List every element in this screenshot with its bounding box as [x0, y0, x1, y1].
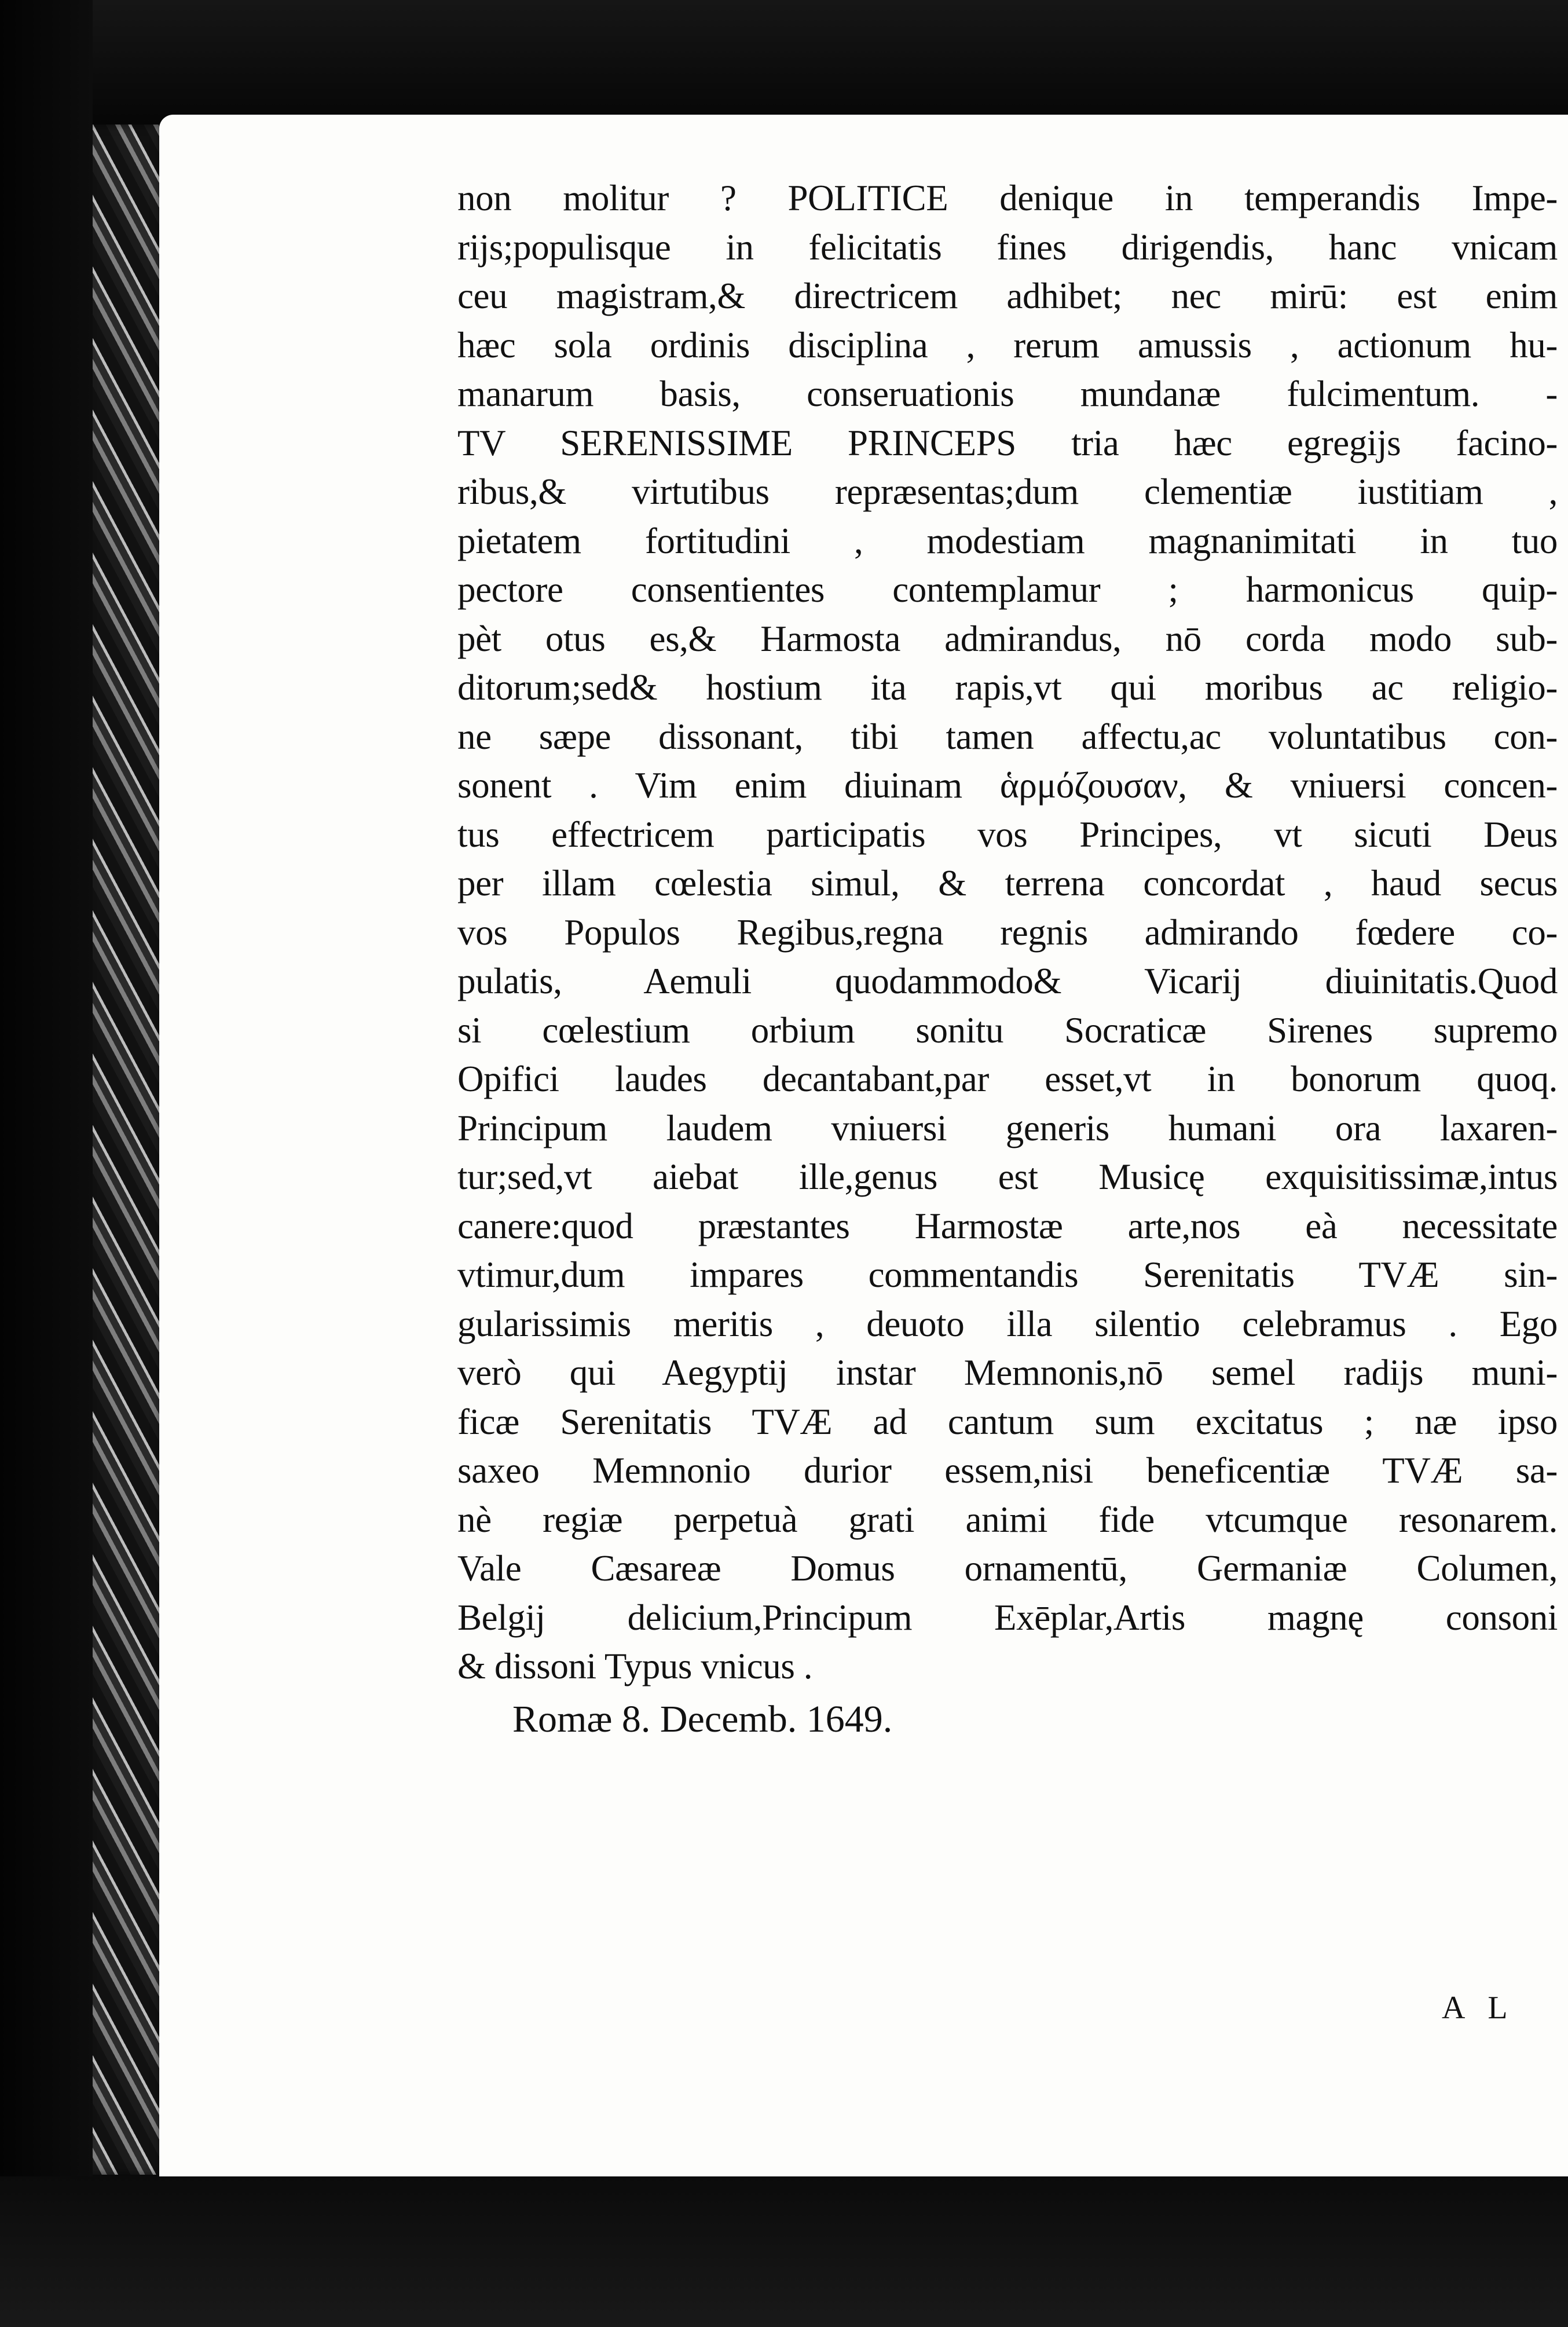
text-line: ditorum;sed& hostium ita rapis,vt qui moribus ac religio-: [457, 667, 1558, 708]
text-line: pietatem fortitudini , modestiam magnanimitati in tuo: [457, 520, 1558, 561]
text-line: pulatis, Aemuli quodammodo& Vicarij diuinitatis.Quod: [457, 961, 1558, 1001]
text-line: ribus,& virtutibus repræsentas;dum clementiæ iustitiam ,: [457, 471, 1558, 512]
text-line: Opifici laudes decantabant,par esset,vt in bonorum quoq.: [457, 1059, 1558, 1099]
text-line: tus effectricem participatis vos Principes, vt sicuti Deus: [457, 814, 1558, 855]
marbled-book-edge: [93, 125, 168, 2175]
text-line: pectore consentientes contemplamur ; harmonicus quip-: [457, 569, 1558, 610]
text-line: rijs;populisque in felicitatis fines dirigendis, hanc vnicam: [457, 226, 1558, 268]
text-line: tur;sed,vt aiebat ille,genus est Musicę exquisitissimæ,intus: [457, 1157, 1558, 1197]
text-line: canere:quod præstantes Harmostæ arte,nos eà necessitate: [457, 1205, 1558, 1246]
text-line: nè regiæ perpetuà grati animi fide vtcumque resonarem.: [457, 1499, 1558, 1540]
text-line: vos Populos Regibus,regna regnis admirando fœdere co-: [457, 912, 1558, 953]
text-line: pèt otus es,& Harmosta admirandus, nō corda modo sub-: [457, 618, 1558, 659]
text-line: TV SERENISSIME PRINCEPS tria hæc egregijs facino-: [457, 422, 1558, 463]
text-line: gularissimis meritis , deuoto illa silentio celebramus . Ego: [457, 1303, 1558, 1344]
page-text: [457, 174, 1558, 1746]
text-line: sonent . Vim enim diuinam ἁρμόζουσαν, & vniuersi concen-: [457, 765, 1558, 806]
text-line: Vale Cæsareæ Domus ornamentū, Germaniæ Columen,: [457, 1548, 1558, 1589]
text-line: si cœlestium orbium sonitu Socraticæ Sirenes supremo: [457, 1009, 1558, 1051]
text-line: ficæ Serenitatis TVÆ ad cantum sum excitatus ; næ ipso: [457, 1401, 1558, 1442]
text-line: saxeo Memnonio durior essem,nisi beneficentiæ TVÆ sa-: [457, 1450, 1558, 1491]
text-line: per illam cœlestia simul, & terrena concordat , haud secus: [457, 863, 1558, 903]
scan-background-top: [0, 0, 1568, 133]
catchword: A L: [1442, 1990, 1516, 2026]
text-line: ceu magistram,& directricem adhibet; nec mirū: est enim: [457, 276, 1558, 316]
text-line: hæc sola ordinis disciplina , rerum amussis , actionum hu-: [457, 324, 1558, 365]
text-line: non molitur ? POLITICE denique in temperandis Impe-: [457, 178, 1558, 218]
text-line: verò qui Aegyptij instar Memnonis,nō semel radijs muni-: [457, 1352, 1558, 1393]
text-line: vtimur,dum impares commentandis Serenitatis TVÆ sin-: [457, 1254, 1558, 1295]
text-line: & dissoni Typus vnicus .: [457, 1646, 813, 1686]
text-line: ne sæpe dissonant, tibi tamen affectu,ac voluntatibus con-: [457, 716, 1558, 757]
dateline: Romæ 8. Decemb. 1649.: [512, 1697, 893, 1740]
scan-background-bottom: [0, 2176, 1568, 2327]
text-line: Belgij delicium,Principum Exēplar,Artis magnę consoni: [457, 1597, 1558, 1638]
text-line: manarum basis, conseruationis mundanæ fulcimentum. -: [457, 374, 1558, 414]
scan-background-left: [0, 0, 93, 2327]
text-line: Principum laudem vniuersi generis humani ora laxaren-: [457, 1107, 1558, 1148]
